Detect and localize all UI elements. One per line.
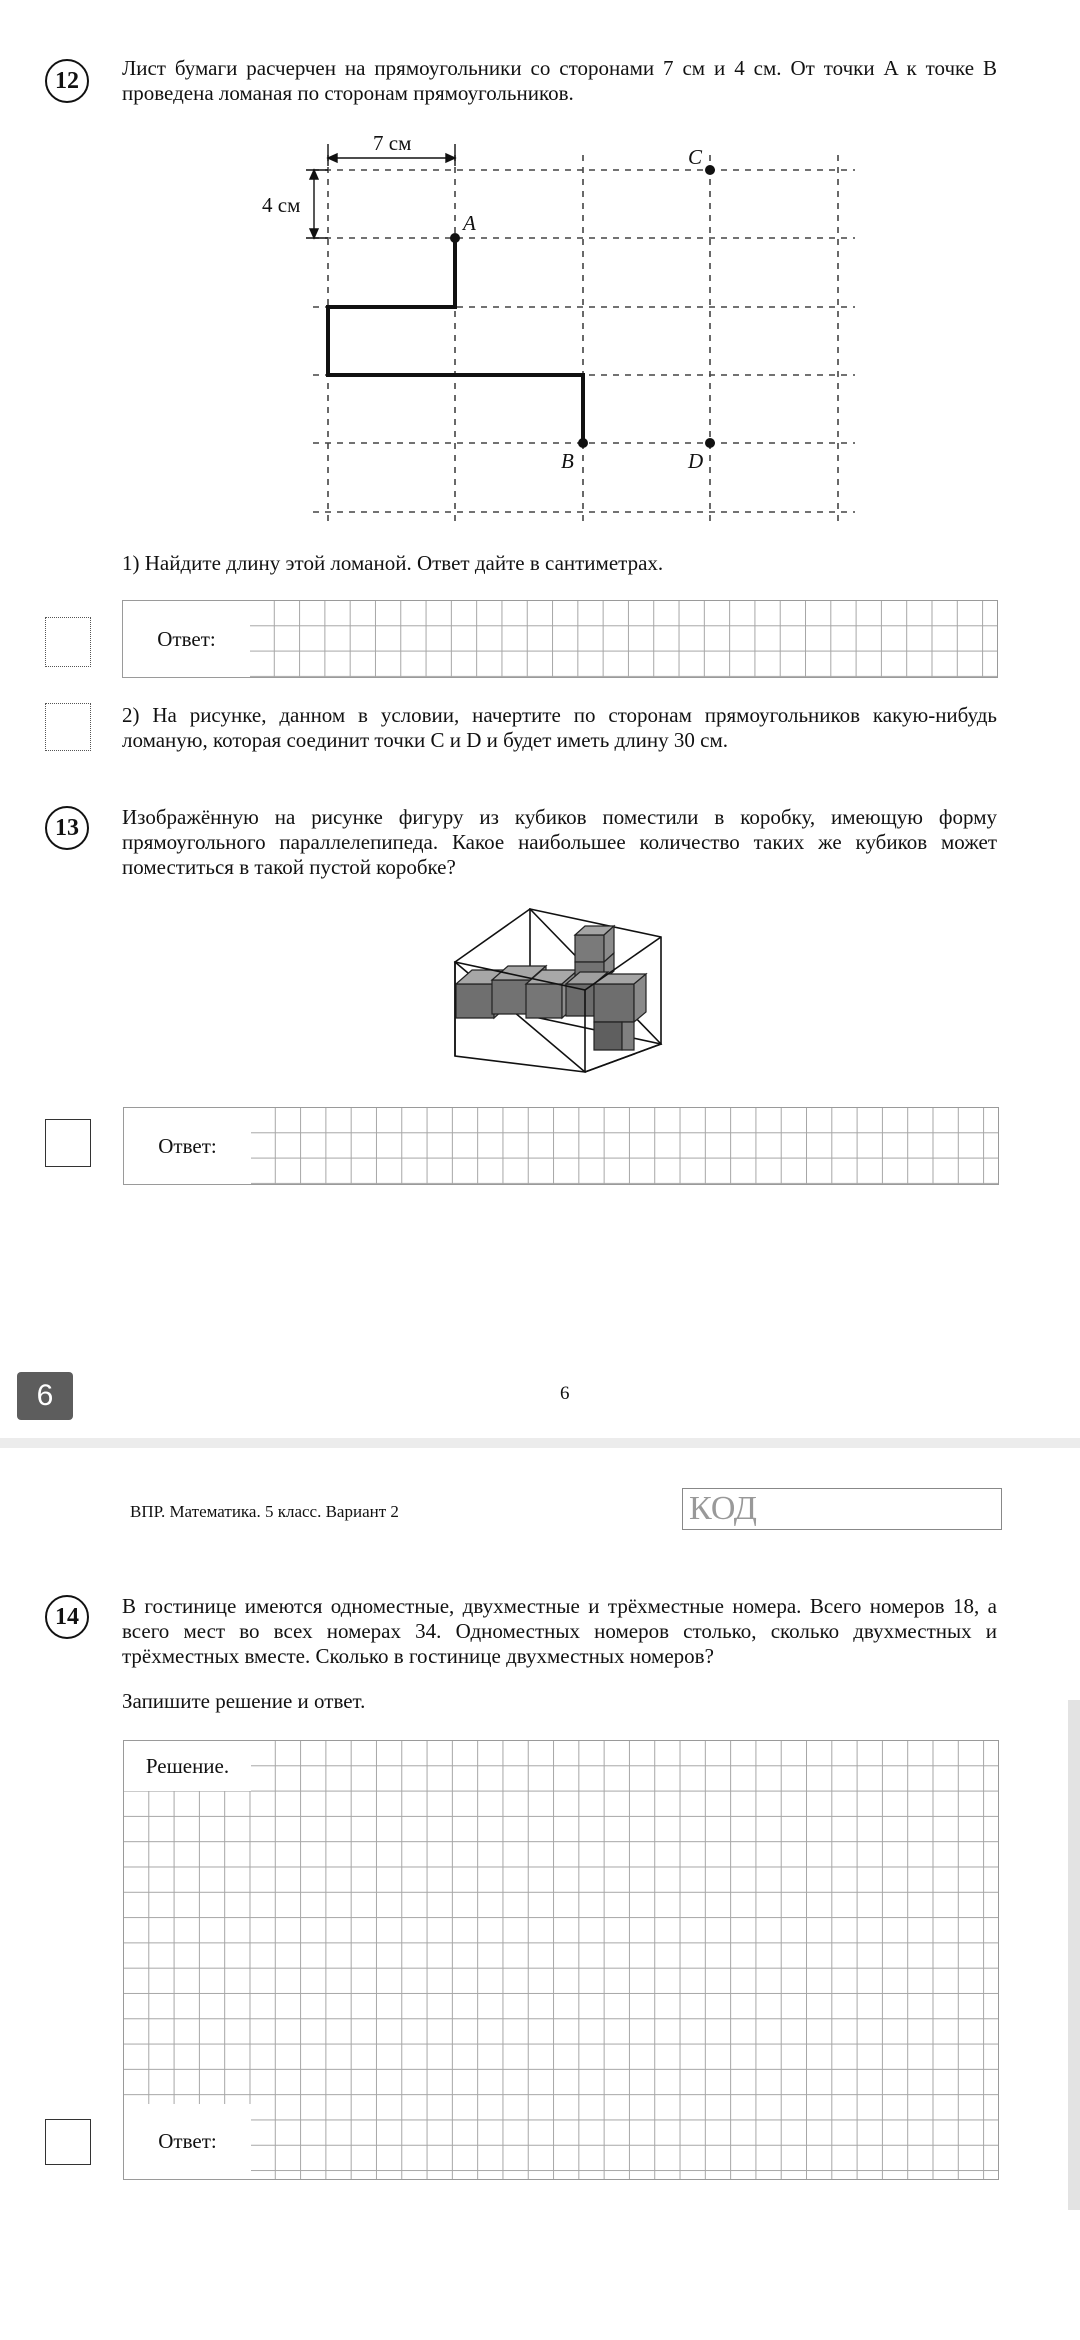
label-point-c: C xyxy=(688,145,703,169)
score-box-13[interactable] xyxy=(45,1119,91,1167)
kod-field[interactable]: КОД xyxy=(682,1488,1002,1530)
score-box-14[interactable] xyxy=(45,2119,91,2165)
label-point-b: B xyxy=(561,449,574,473)
question-12-text: Лист бумаги расчерчен на прямоугольники со сторонами 7 см и 4 см. От точки A к точке B проведена ломаная по сторонам прямоугольников. xyxy=(122,56,997,105)
label-point-d: D xyxy=(688,449,704,473)
label-point-a: A xyxy=(463,211,476,235)
question-13-text: Изображённую на рисунке фигуру из кубиков поместили в коробку, имеющую форму прямоугольного параллелепипеда. Какое наибольшее количество таких же кубиков может поместиться в такой пустой коробке? xyxy=(122,805,997,879)
page-header: ВПР. Математика. 5 класс. Вариант 2 xyxy=(130,1502,399,1521)
dim-label-width: 7 см xyxy=(373,131,412,155)
page-number: 6 xyxy=(560,1383,570,1404)
answer-label-13: Ответ: xyxy=(124,1108,251,1184)
question-12-sub1: 1) Найдите длину этой ломаной. Ответ дайте в сантиметрах. xyxy=(122,551,664,575)
scrollbar-track[interactable] xyxy=(1068,1700,1080,2210)
question-number-14: 14 xyxy=(45,1595,89,1639)
question-number-12: 12 xyxy=(45,59,89,103)
question-12-sub2: 2) На рисунке, данном в условии, начертите по сторонам прямоугольников какую-нибудь ломаную, которая соединит точки C и D и будет иметь длину 30 см. xyxy=(122,703,997,752)
question-number-13: 13 xyxy=(45,806,89,850)
solution-label-14: Решение. xyxy=(124,1741,251,1791)
cubes-in-box-figure xyxy=(0,0,1080,1100)
dim-label-height: 4 см xyxy=(262,193,301,217)
question-14-instruction: Запишите решение и ответ. xyxy=(122,1689,366,1713)
answer-grid-13[interactable] xyxy=(123,1107,999,1185)
solution-grid-14[interactable] xyxy=(123,1740,999,2180)
page-badge[interactable]: 6 xyxy=(17,1372,73,1420)
answer-label-14: Ответ: xyxy=(124,2104,251,2179)
page-separator xyxy=(0,1438,1080,1448)
answer-label-12: Ответ: xyxy=(123,601,250,677)
question-14-text: В гостинице имеются одноместные, двухместные и трёхместные номера. Всего номеров 18, а всего мест во всех номерах 34. Одноместных номеров столько, сколько двухместных и трёхместных вместе. Сколько в гостинице двухместных номеров? xyxy=(122,1594,997,1668)
